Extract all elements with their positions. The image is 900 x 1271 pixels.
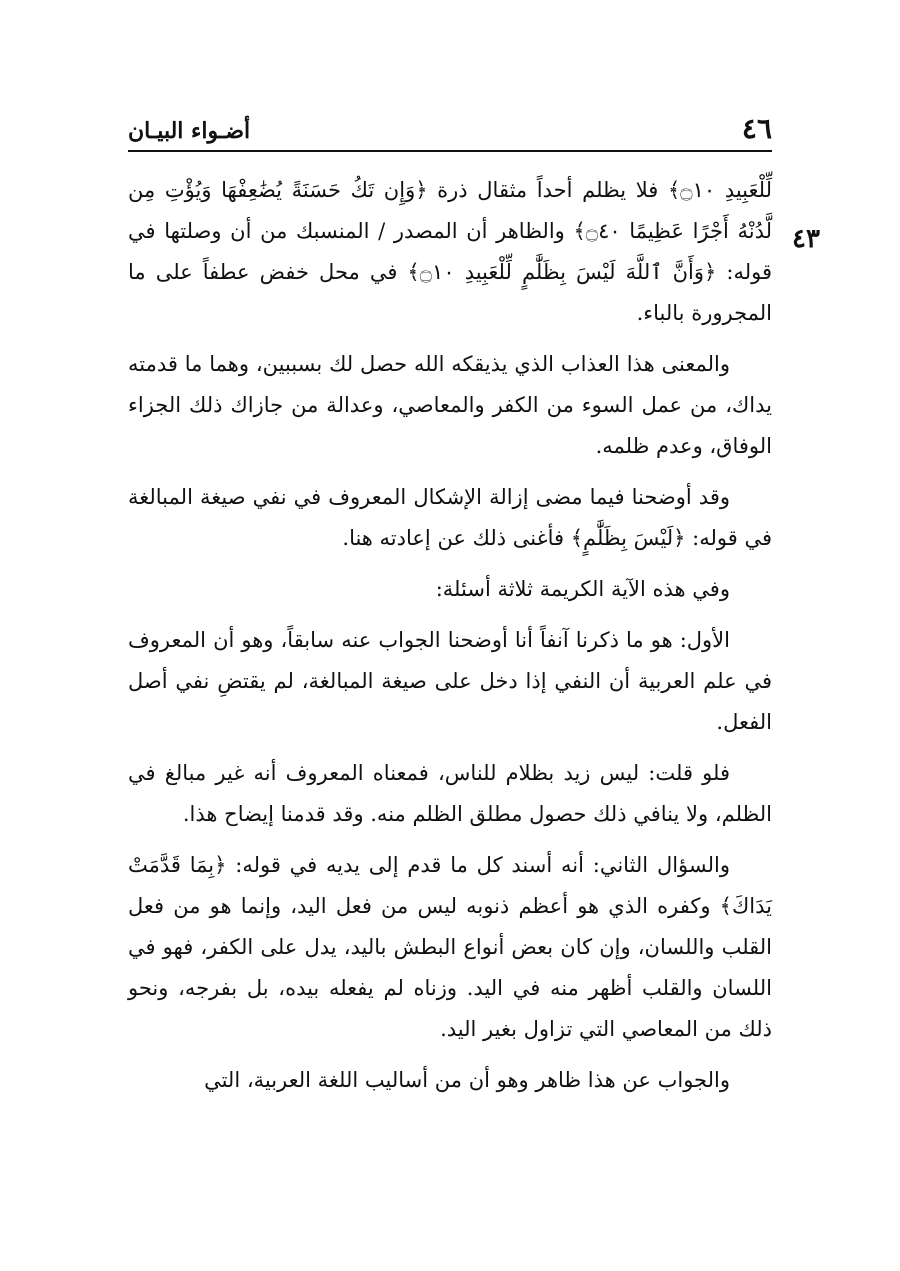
running-title: أضـواء البيـان xyxy=(128,118,251,144)
margin-page-reference: ٤٣ xyxy=(792,224,820,254)
paragraph: الأول: هو ما ذكرنا آنفاً أنا أوضحنا الجواب عنه سابقاً، وهو أن المعروف في علم العربية أن النفي إذا دخل على صيغة المبالغة، لم يقتضِ نفي أصل الفعل. xyxy=(128,628,772,734)
paragraph: والسؤال الثاني: أنه أسند كل ما قدم إلى يديه في قوله: ﴿بِمَا قَدَّمَتْ يَدَاكَ﴾ وكفره الذي هو أعظم ذنوبه ليس من فعل اليد، وإنما هو من فعل القلب واللسان، وإن كان بعض أنواع البطش باليد، يدل على الكفر، فهو في اللسان والقلب أظهر منه في اليد. وزناه لم يفعله بيده، بل بفرجه، ونحو ذلك من المعاصي التي تزاول بغير اليد. xyxy=(128,853,772,1041)
paragraph: وقد أوضحنا فيما مضى إزالة الإشكال المعروف في نفي صيغة المبالغة في قوله: ﴿لَيْسَ بِظَلَّٰمٍ﴾ فأغنى ذلك عن إعادته هنا. xyxy=(128,485,772,550)
paragraph: فلو قلت: ليس زيد بظلام للناس، فمعناه المعروف أنه غير مبالغ في الظلم، ولا ينافي ذلك حصول مطلق الظلم منه. وقد قدمنا إيضاح هذا. xyxy=(128,761,772,826)
paragraph-continuation: لِّلْعَبِيدِ ۝١٠﴾ فلا يظلم أحداً مثقال ذرة ﴿وَإِن تَكُ حَسَنَةً يُضَٰعِفْهَا وَيُؤْتِ مِن لَّدُنْهُ أَجْرًا عَظِيمًا ۝٤٠﴾ والظاهر أن المصدر / المنسبك من أن وصلتها في قوله: ﴿وَأَنَّ ٱللَّهَ لَيْسَ بِظَلَّٰمٍ لِّلْعَبِيدِ ۝١٠﴾ في محل خفض عطفاً على ما المجرورة بالباء. xyxy=(128,178,772,325)
page-header xyxy=(128,106,772,152)
paragraph: والمعنى هذا العذاب الذي يذيقكه الله حصل لك بسببين، وهما ما قدمته يداك، من عمل السوء من الكفر والمعاصي، وعدالة من جازاك ذلك الجزاء الوفاق، وعدم ظلمه. xyxy=(128,352,772,458)
paragraph: وفي هذه الآية الكريمة ثلاثة أسئلة: xyxy=(435,577,730,601)
page-number: ٤٦ xyxy=(741,112,772,145)
paragraph: والجواب عن هذا ظاهر وهو أن من أساليب اللغة العربية، التي xyxy=(204,1068,730,1092)
page-body xyxy=(128,170,772,1111)
